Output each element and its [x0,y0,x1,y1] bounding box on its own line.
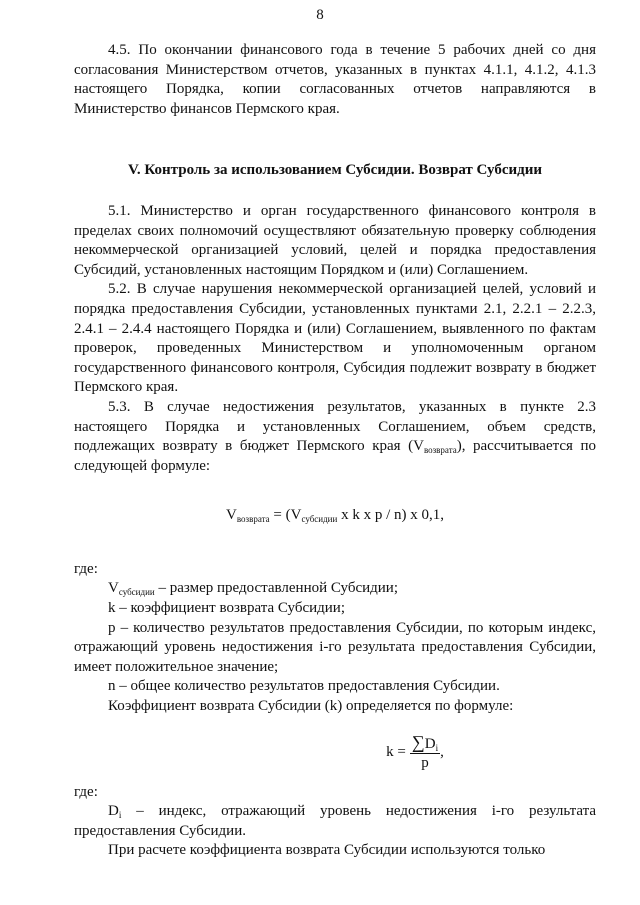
document-body [74,41,596,861]
coefficient-formula [234,733,596,773]
formula2-lhs: k = [386,743,406,760]
where-label-2: где: [74,783,98,800]
formula2-num-d: D [424,736,436,753]
formula-v-subscript: возврата [236,514,270,525]
formula2-denominator: p [421,755,429,772]
paragraph-4-5: 4.5. По окончании финансового года в течение 5 рабочих дней со дня согласования Министерством отчетов, указанных в пунктах 4.1.1, 4.1.2, 4.1.3 настоящего Порядка, копии согласованных отчетов направляются в Министерство финансов Пермского края. [74,42,596,117]
definition-di-subscript: i [118,810,122,821]
paragraph-5-3-subscript: возврата [423,445,457,456]
section-heading: V. Контроль за использованием Субсидии. Возврат Субсидии [128,162,542,179]
definition-k: k – коэффициент возврата Субсидии; [108,600,345,617]
definition-v-symbol: V [108,580,119,597]
definition-n: n – общее количество результатов предоставления Субсидии. [108,678,500,695]
formula-rest: x k x p / n) x 0,1, [337,507,444,524]
formula2-tail: , [440,743,444,760]
definition-v-subscript: субсидии [118,587,155,598]
formula2-numerator [410,733,440,754]
sum-symbol: ∑ [411,732,425,753]
paragraph-5-3-text-a: 5.3. В случае недостижения результатов, указанных в пункте 2.3 настоящего Порядка и установленных Соглашением, объем средств, подлежащих возврату в бюджет Пермского края (V [74,398,596,455]
formula2-num-subscript: i [435,743,439,754]
definition-di-text: – индекс, отражающий уровень недостижения i-го результата предоставления Субсидии. [74,803,596,839]
definition-di-symbol: D [108,803,119,820]
paragraph-5-3 [74,398,596,476]
paragraph-5-3-text-b: ), рассчитывается по следующей формуле: [74,438,596,474]
refund-formula [74,506,596,526]
formula-vs-subscript: субсидии [301,514,338,525]
last-paragraph-start: При расчете коэффициента возврата Субсидии используются только [108,842,546,859]
formula-equals: = (V [269,507,302,524]
paragraph-5-2: 5.2. В случае нарушения некоммерческой организацией целей, условий и порядка предоставления Субсидии, установленных пунктами 2.1, 2.2.1 – 2.2.3, 2.4.1 – 2.4.4 настоящего Порядка и (или) Соглашением, выявленного по фактам проверок, проведенных Министерством и уполномоченным органом государственного финансового контроля, Субсидия подлежит возврату в бюджет Пермского края. [74,281,596,396]
page-number: 8 [316,7,324,23]
definition-di [74,802,596,841]
where-label-1: где: [74,560,98,577]
definition-v-text: – размер предоставленной Субсидии; [154,580,398,597]
k-formula-intro: Коэффициент возврата Субсидии (k) определяется по формуле: [108,698,514,715]
definition-p: p – количество результатов предоставления Субсидии, по которым индекс, отражающий уровень недостижения i-го результата предоставления Субсидии, имеет положительное значение; [74,619,596,675]
formula-v: V [226,507,237,524]
definition-v [74,579,596,599]
formula2-fraction [410,733,440,772]
paragraph-5-1: 5.1. Министерство и орган государственного финансового контроля в пределах своих полномочий осуществляют обязательную проверку соблюдения некоммерческой организацией условий, целей и порядка предоставления Субсидий, установленных настоящим Порядком и (или) Соглашением. [74,202,596,278]
